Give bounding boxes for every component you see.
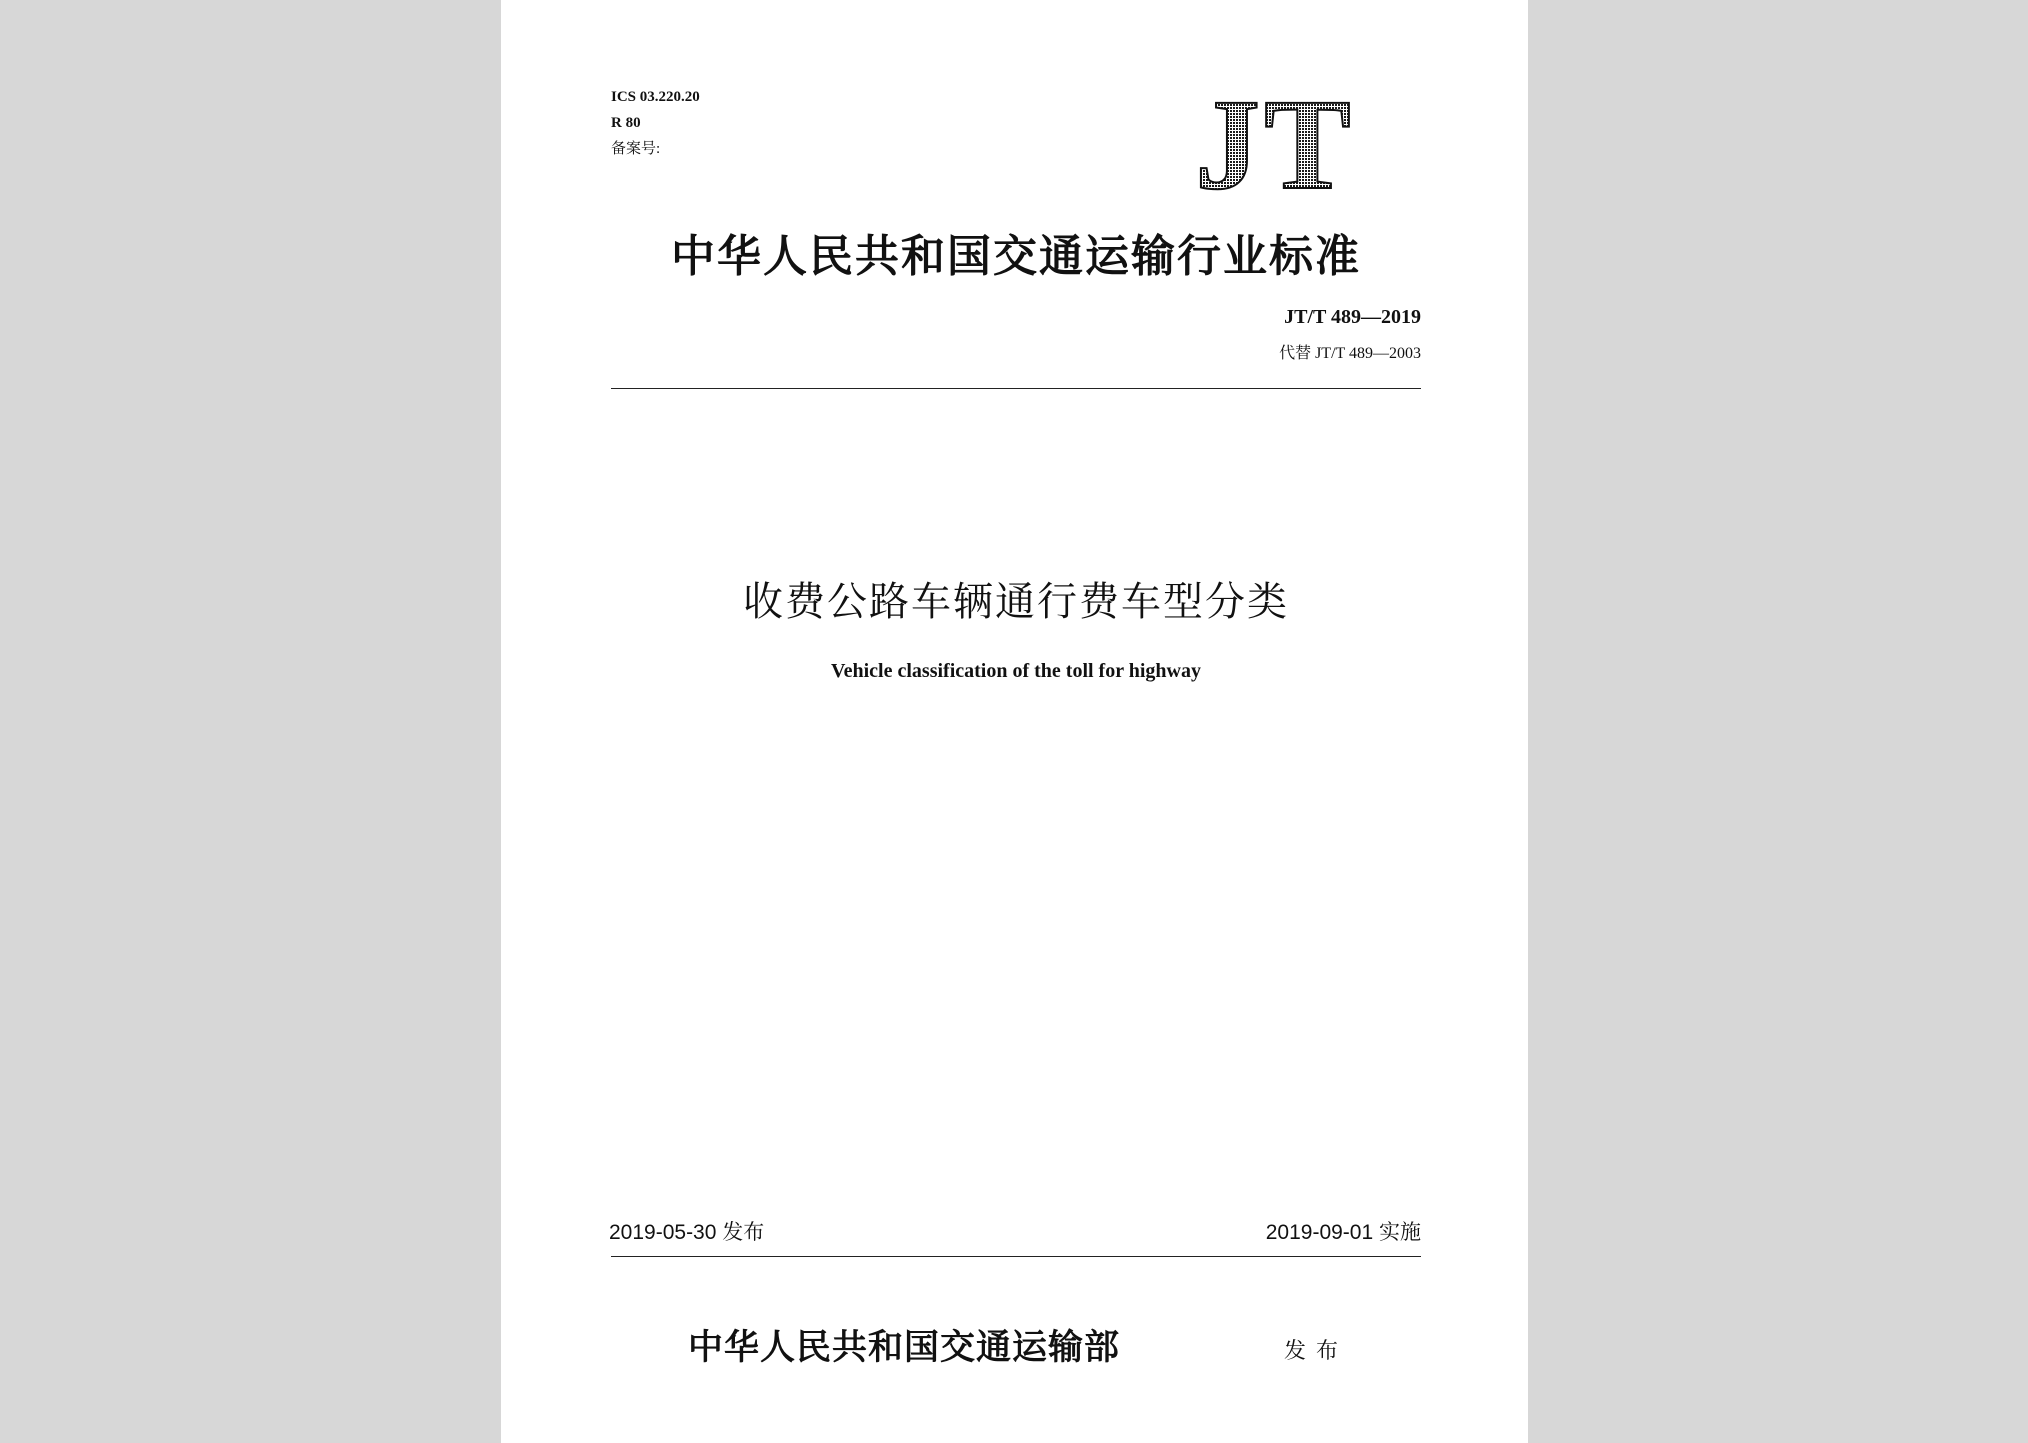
jt-logo-text: JT [1195,92,1355,194]
classification-code: R 80 [611,115,641,131]
jt-logo [1173,92,1377,194]
top-divider [611,388,1421,389]
document-title: 收费公路车辆通行费车型分类 [743,579,1289,625]
issue-action: 发布 [1284,1339,1349,1364]
replaces-standard: 代替 JT/T 489—2003 [1279,345,1421,362]
effective-date: 2019-09-01 实施 [1265,1221,1421,1244]
standard-category-title: 中华人民共和国交通运输行业标准 [671,231,1361,282]
document-title-english: Vehicle classification of the toll for highway [831,660,1201,682]
standard-number: JT/T 489—2019 [1284,306,1421,328]
document-page [501,0,1528,1443]
publish-date: 2019-05-30 发布 [609,1221,765,1244]
record-number: 备案号: [611,141,661,157]
header-meta [611,84,700,162]
bottom-divider [611,1256,1421,1257]
issuing-authority: 中华人民共和国交通运输部 [688,1327,1121,1368]
ics-code: ICS 03.220.20 [611,89,700,105]
